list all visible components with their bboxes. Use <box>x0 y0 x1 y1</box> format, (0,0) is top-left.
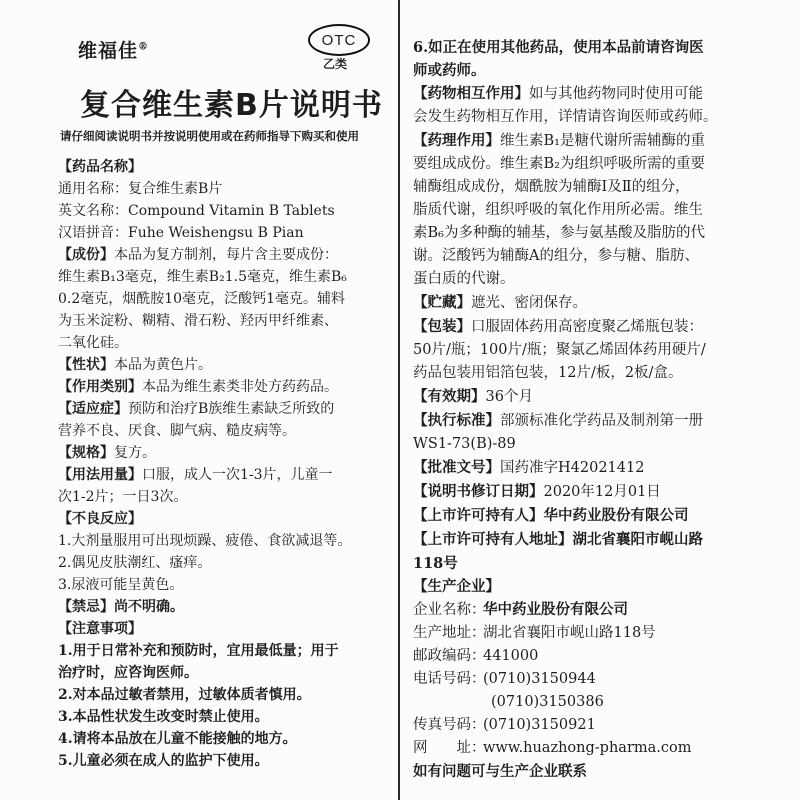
character-line <box>58 354 383 376</box>
phone-value-2: (0710)3150386 <box>491 694 604 710</box>
otc-badge: OTC <box>308 24 370 56</box>
pinyin-name: 汉语拼音：Fuhe Weishengsu B Pian <box>58 225 304 241</box>
caution-item-1b: 治疗时，应咨询医师。 <box>58 665 198 681</box>
fax-line <box>413 714 763 737</box>
address-label: 生产地址： <box>413 625 486 641</box>
usage-header: 【用法用量】 <box>58 467 142 483</box>
ingredients-text-1: 本品为复方制剂，每片含主要成份： <box>114 247 338 263</box>
usage-text-1: 口服，成人一次1-3片，儿童一 <box>142 467 333 483</box>
storage-line <box>413 291 763 315</box>
contra-text: 尚不明确。 <box>114 599 184 615</box>
standard-text-2: WS1-73(B)-89 <box>413 436 516 452</box>
pharm-text-6: 谢。泛酸钙为辅酶A的组分，参与糖、脂肪、 <box>413 248 699 264</box>
standard-header: 【执行标准】 <box>413 412 500 429</box>
category-text: 本品为维生素类非处方药药品。 <box>142 379 338 395</box>
interaction-header: 【药物相互作用】 <box>413 85 529 102</box>
indication-text-2: 营养不良、厌食、脚气病、糙皮病等。 <box>58 423 296 439</box>
ingredients-header: 【成份】 <box>58 247 114 263</box>
character-header: 【性状】 <box>58 357 114 373</box>
interaction-text-2: 会发生药物相互作用，详情请咨询医师或药师。 <box>413 109 718 125</box>
package-text-3: 药品包装用铝箔包装，12片/板，2板/盒。 <box>413 365 683 381</box>
adverse-item-1: 1.大剂量服用可出现烦躁、疲倦、食欲减退等。 <box>58 533 352 549</box>
pharm-text-7: 蛋白质的代谢。 <box>413 271 515 287</box>
phone-line <box>413 668 763 691</box>
revision-line <box>413 480 763 504</box>
caution-item-5: 5.儿童必须在成人的监护下使用。 <box>58 753 269 769</box>
holder-addr-text-2: 118号 <box>413 555 458 572</box>
pharm-text-2: 要组成成份。维生素B₂为组织呼吸所需的重要 <box>413 156 705 172</box>
storage-header: 【贮藏】 <box>413 294 471 311</box>
pharm-text-3: 辅酶组成成份，烟酰胺为辅酶Ⅰ及Ⅱ的组分， <box>413 179 690 195</box>
holder-addr-line <box>413 528 763 552</box>
holder-text: 华中药业股份有限公司 <box>543 507 689 524</box>
approval-text: 国药准字H42021412 <box>500 460 645 476</box>
revision-text: 2020年12月01日 <box>543 484 661 500</box>
holder-line <box>413 504 763 528</box>
storage-text: 遮光、密闭保存。 <box>471 295 587 311</box>
company-label: 企业名称： <box>413 602 486 618</box>
caution-item-4: 4.请将本品放在儿童不能接触的地方。 <box>58 731 297 747</box>
registered-mark: ® <box>138 41 150 53</box>
contact-note: 如有问题可与生产企业联系 <box>413 763 587 780</box>
standard-line <box>413 409 763 433</box>
usage-text-2: 次1-2片；一日3次。 <box>58 489 188 505</box>
postcode-line <box>413 645 763 668</box>
validity-header: 【有效期】 <box>413 388 486 405</box>
address-line <box>413 622 763 645</box>
holder-addr-text-1: 湖北省襄阳市岘山路 <box>572 531 703 548</box>
english-name: 英文名称：Compound Vitamin B Tablets <box>58 203 335 219</box>
approval-line <box>413 456 763 480</box>
postcode-label: 邮政编码： <box>413 648 486 664</box>
manufacturer-header: 【生产企业】 <box>413 578 500 595</box>
holder-addr-header: 【上市许可持有人地址】 <box>413 531 573 548</box>
interaction-text-1: 如与其他药物同时使用可能 <box>529 86 703 102</box>
page-title: 复合维生素B片说明书 <box>80 88 383 123</box>
validity-text: 36个月 <box>485 389 533 405</box>
approval-header: 【批准文号】 <box>413 459 500 476</box>
caution-item-6a: 6.如正在使用其他药品，使用本品前请咨询医 <box>413 39 704 56</box>
address-value: 湖北省襄阳市岘山路118号 <box>483 625 656 641</box>
otc-category: 乙类 <box>323 57 348 71</box>
phone-label: 电话号码： <box>413 671 486 687</box>
column-divider <box>398 0 400 800</box>
section-name-header: 【药品名称】 <box>58 159 142 175</box>
fax-label: 传真号码： <box>413 717 486 733</box>
package-header: 【包装】 <box>413 318 471 335</box>
spec-text: 复方。 <box>114 445 156 461</box>
right-column <box>413 36 763 783</box>
adverse-item-2: 2.偶见皮肤潮红、瘙痒。 <box>58 555 212 571</box>
caution-item-1a: 1.用于日常补充和预防时，宜用最低量；用于 <box>58 643 339 659</box>
company-value: 华中药业股份有限公司 <box>483 601 628 618</box>
usage-line <box>58 464 383 486</box>
ingredients-text-4: 为玉米淀粉、糊精、滑石粉、羟丙甲纤维素、 <box>58 313 338 329</box>
fax-value: (0710)3150921 <box>483 717 596 733</box>
character-text: 本品为黄色片。 <box>114 357 212 373</box>
phone-value-1: (0710)3150944 <box>483 671 596 687</box>
indication-line <box>58 398 383 420</box>
generic-name: 通用名称：复合维生素B片 <box>58 181 223 197</box>
ingredients-text-5: 二氧化硅。 <box>58 335 128 351</box>
spec-line <box>58 442 383 464</box>
page-subtitle: 请仔细阅读说明书并按说明使用或在药师指导下购买和使用 <box>60 129 359 143</box>
ingredients-text-3: 0.2毫克，烟酰胺10毫克，泛酸钙1毫克。辅料 <box>58 291 345 307</box>
spec-header: 【规格】 <box>58 445 114 461</box>
holder-header: 【上市许可持有人】 <box>413 507 544 524</box>
package-text-1: 口服固体药用高密度聚乙烯瓶包装： <box>471 319 703 335</box>
caution-header: 【注意事项】 <box>58 621 142 637</box>
package-text-2: 50片/瓶；100片/瓶；聚氯乙烯固体药用硬片/ <box>413 342 706 358</box>
pharm-header: 【药理作用】 <box>413 132 500 149</box>
adverse-item-3: 3.尿液可能呈黄色。 <box>58 577 184 593</box>
caution-item-3: 3.本品性状发生改变时禁止使用。 <box>58 709 269 725</box>
pharm-text-5: 素B₆为多种酶的辅基，参与氨基酸及脂肪的代 <box>413 225 705 241</box>
caution-item-2: 2.对本品过敏者禁用，过敏体质者慎用。 <box>58 687 311 703</box>
indication-header: 【适应症】 <box>58 401 128 417</box>
pharm-line <box>413 129 763 153</box>
company-line <box>413 598 763 622</box>
interaction-line <box>413 82 763 106</box>
contra-line <box>58 596 383 618</box>
adverse-header: 【不良反应】 <box>58 511 142 527</box>
web-label: 网 址： <box>413 740 486 756</box>
left-column <box>58 22 383 772</box>
category-line <box>58 376 383 398</box>
postcode-value: 441000 <box>483 648 539 664</box>
web-value: www.huazhong-pharma.com <box>483 740 692 756</box>
pharm-text-4: 脂质代谢，组织呼吸的氧化作用所必需。维生 <box>413 202 703 218</box>
revision-header: 【说明书修订日期】 <box>413 483 544 500</box>
brand-name: 维福佳® <box>78 40 150 62</box>
web-line <box>413 737 763 760</box>
header <box>58 22 383 76</box>
pharm-text-1: 维生素B₁是糖代谢所需辅酶的重 <box>500 133 705 149</box>
contra-header: 【禁忌】 <box>58 599 114 615</box>
indication-text-1: 预防和治疗B族维生素缺乏所致的 <box>128 401 335 417</box>
ingredients-line <box>58 244 383 266</box>
caution-item-6b: 师或药师。 <box>413 62 486 79</box>
validity-line <box>413 385 763 409</box>
ingredients-text-2: 维生素B₁3毫克，维生素B₂1.5毫克，维生素B₆ <box>58 269 347 285</box>
package-line <box>413 315 763 339</box>
category-header: 【作用类别】 <box>58 379 142 395</box>
standard-text-1: 部颁标准化学药品及制剂第一册 <box>500 413 703 429</box>
